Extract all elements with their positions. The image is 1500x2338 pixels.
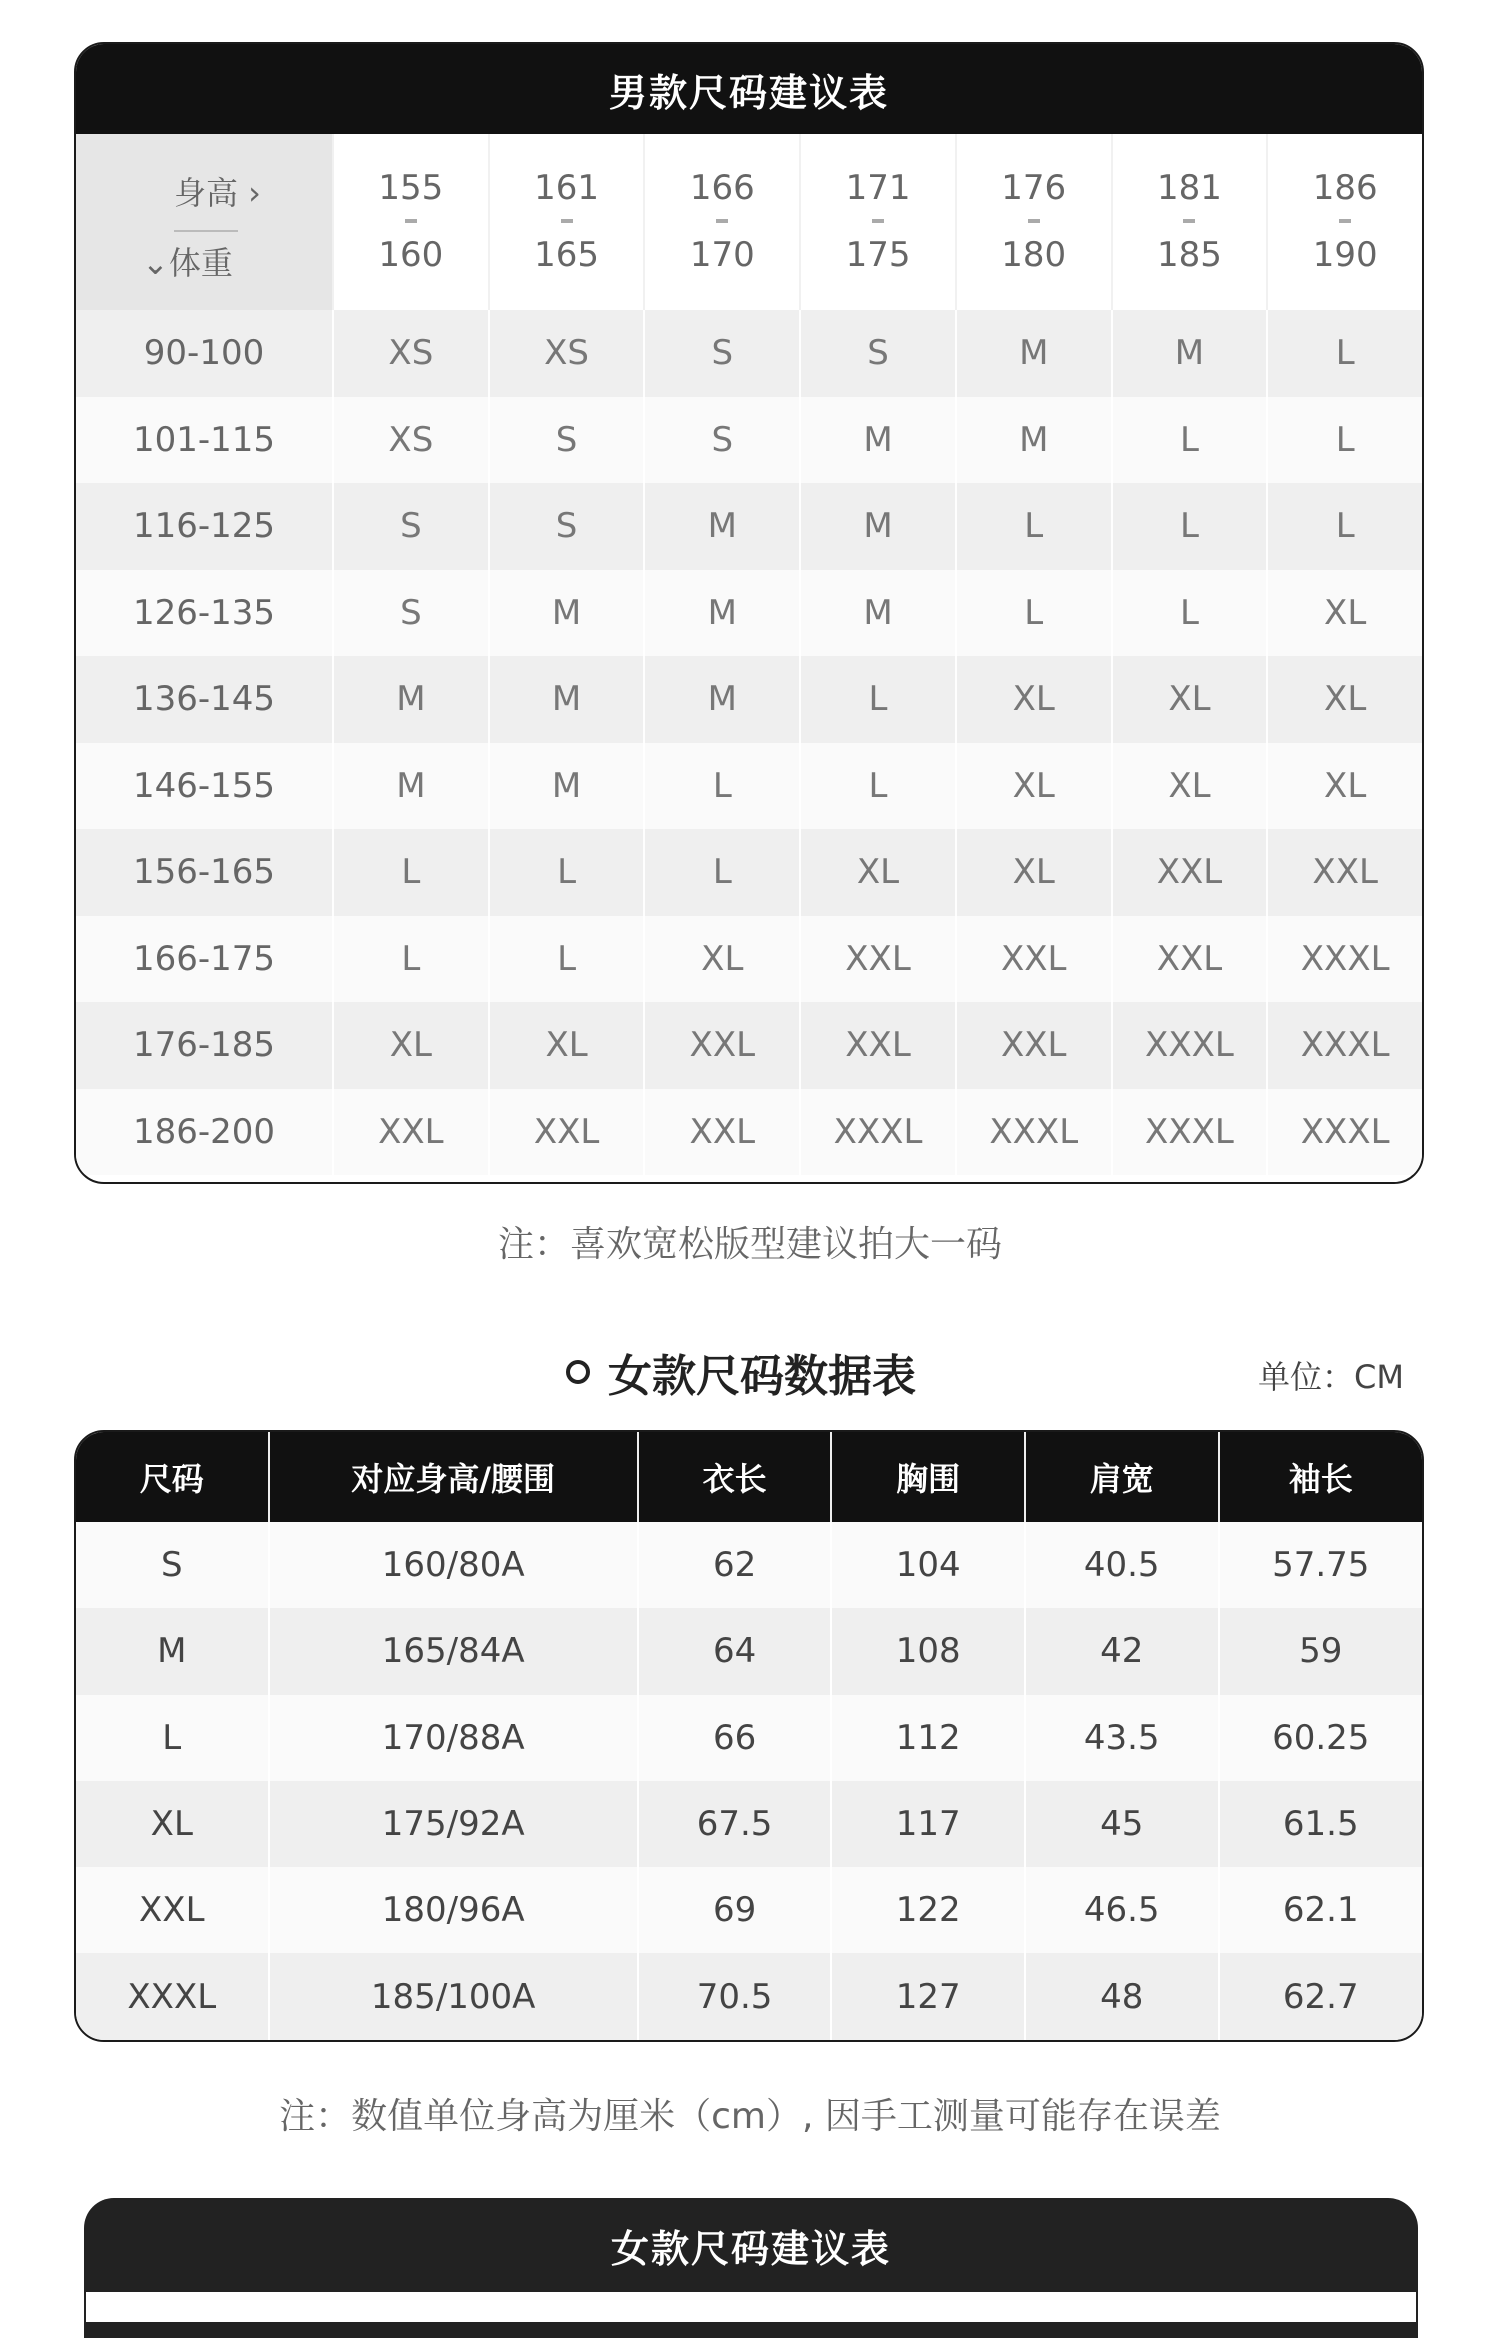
height-to: 190 (1312, 235, 1378, 275)
size-cell: XXL (643, 1089, 799, 1176)
table-cell: 127 (830, 1953, 1024, 2039)
women-table-body (76, 1522, 1422, 2040)
table-cell: 175/92A (268, 1781, 637, 1867)
size-cell: L (1266, 310, 1422, 397)
size-cell: XXL (1111, 916, 1267, 1003)
size-cell: L (799, 656, 955, 743)
range-dash (716, 219, 728, 223)
table-row (76, 397, 1422, 484)
table-row (76, 1867, 1422, 1953)
table-cell: 66 (637, 1695, 831, 1781)
men-table-body (76, 310, 1422, 1175)
size-cell: XXL (799, 916, 955, 1003)
women-data-title (566, 1340, 916, 1404)
size-cell: XL (643, 916, 799, 1003)
table-cell: 60.25 (1218, 1695, 1422, 1781)
table-row (76, 483, 1422, 570)
size-cell: XS (332, 310, 488, 397)
weight-range-cell: 136-145 (132, 679, 276, 720)
size-cell: XL (488, 1002, 644, 1089)
size-cell: XXL (332, 1089, 488, 1176)
size-cell: XXXL (799, 1089, 955, 1176)
height-to: 160 (378, 235, 444, 275)
column-header: 对应身高/腰围 (268, 1432, 637, 1522)
size-cell: M (799, 570, 955, 657)
size-cell: M (643, 570, 799, 657)
size-cell: S (488, 483, 644, 570)
size-cell: S (643, 397, 799, 484)
size-cell: L (1111, 570, 1267, 657)
table-row (76, 1002, 1422, 1089)
height-to: 175 (845, 235, 911, 275)
height-from: 166 (689, 167, 755, 208)
size-cell: XL (799, 829, 955, 916)
size-cell: S (488, 397, 644, 484)
table-row (76, 829, 1422, 916)
table-cell: XXL (139, 1890, 205, 1931)
range-dash (405, 219, 417, 223)
women-data-title-text: 女款尺码数据表 (608, 1351, 916, 1402)
size-cell: M (643, 483, 799, 570)
table-cell: 43.5 (1024, 1695, 1218, 1781)
height-range-header (1111, 134, 1267, 310)
range-dash (1183, 219, 1195, 223)
size-cell: M (488, 743, 644, 830)
height-from: 171 (845, 167, 911, 208)
table-cell: 59 (1218, 1608, 1422, 1694)
size-cell: S (799, 310, 955, 397)
table-row (76, 743, 1422, 830)
size-cell: L (332, 916, 488, 1003)
size-cell: XXL (1266, 829, 1422, 916)
table-cell: 122 (830, 1867, 1024, 1953)
size-cell: L (488, 916, 644, 1003)
range-dash (561, 219, 573, 223)
table-cell: 62 (637, 1522, 831, 1608)
size-cell: L (955, 483, 1111, 570)
size-cell: XXXL (1266, 916, 1422, 1003)
table-cell: 160/80A (268, 1522, 637, 1608)
column-header: 肩宽 (1024, 1432, 1218, 1522)
column-header: 胸围 (830, 1432, 1024, 1522)
men-table-grid (76, 134, 1422, 1175)
table-cell: 165/84A (268, 1608, 637, 1694)
size-cell: XXXL (1266, 1002, 1422, 1089)
size-cell: M (488, 656, 644, 743)
table-cell: 67.5 (637, 1781, 831, 1867)
table-cell: 45 (1024, 1781, 1218, 1867)
size-cell: M (955, 310, 1111, 397)
size-cell: XL (1266, 656, 1422, 743)
corner-cell (76, 134, 332, 310)
table-row (76, 656, 1422, 743)
table-row (76, 916, 1422, 1003)
table-cell: 170/88A (268, 1695, 637, 1781)
table-cell: 40.5 (1024, 1522, 1218, 1608)
size-cell: XL (955, 656, 1111, 743)
height-header-cells (332, 134, 1422, 310)
height-range-header (955, 134, 1111, 310)
women-table-header-row (76, 1432, 1422, 1522)
size-cell: XXL (643, 1002, 799, 1089)
table-row (76, 310, 1422, 397)
table-cell: XXXL (127, 1976, 217, 2017)
unit-label: 单位：CM (1258, 1358, 1404, 1396)
size-cell: L (1111, 483, 1267, 570)
table-row (76, 1695, 1422, 1781)
table-cell: S (160, 1545, 183, 1586)
women-size-data-table (74, 1430, 1424, 2042)
height-to: 185 (1157, 235, 1222, 275)
height-from: 155 (378, 167, 444, 208)
weight-range-cell: 90-100 (143, 333, 265, 374)
weight-axis-label: ⌄体重 (142, 244, 233, 282)
circle-bullet-icon (566, 1360, 590, 1384)
size-cell: XL (332, 1002, 488, 1089)
table-row (76, 570, 1422, 657)
women-table-note: 注：数值单位身高为厘米（cm）, 因手工测量可能存在误差 (279, 2096, 1221, 2137)
table-cell: 64 (637, 1608, 831, 1694)
height-range-header (643, 134, 799, 310)
women-suggest-body-start (86, 2292, 1416, 2322)
height-axis-label: 身高 › (174, 174, 261, 212)
weight-range-cell: 156-165 (132, 852, 276, 893)
size-cell: XXL (1111, 829, 1267, 916)
weight-range-cell: 101-115 (132, 419, 276, 460)
size-cell: XL (1266, 570, 1422, 657)
table-cell: 185/100A (268, 1953, 637, 2039)
table-cell: XL (150, 1804, 193, 1845)
height-range-header (1266, 134, 1422, 310)
size-cell: XL (955, 829, 1111, 916)
size-cell: XXL (799, 1002, 955, 1089)
weight-range-cell: 146-155 (132, 765, 276, 806)
corner-divider (174, 230, 238, 232)
height-range-header (332, 134, 488, 310)
table-row (76, 1608, 1422, 1694)
height-from: 186 (1312, 167, 1378, 208)
size-cell: XL (1111, 656, 1267, 743)
size-cell: XL (1111, 743, 1267, 830)
table-cell: 42 (1024, 1608, 1218, 1694)
column-header: 尺码 (139, 1460, 204, 1498)
size-cell: XXXL (1266, 1089, 1422, 1176)
table-cell: 70.5 (637, 1953, 831, 2039)
men-table-note: 注：喜欢宽松版型建议拍大一码 (497, 1224, 1002, 1265)
table-cell: 104 (830, 1522, 1024, 1608)
size-cell: XL (1266, 743, 1422, 830)
height-range-header (488, 134, 644, 310)
range-dash (872, 219, 884, 223)
weight-range-cell: 166-175 (132, 938, 276, 979)
weight-range-cell: 116-125 (132, 506, 276, 547)
size-cell: XS (332, 397, 488, 484)
size-cell: M (643, 656, 799, 743)
height-range-header (799, 134, 955, 310)
table-cell: 69 (637, 1867, 831, 1953)
table-cell: 57.75 (1218, 1522, 1422, 1608)
column-header: 袖长 (1218, 1432, 1422, 1522)
table-row (76, 1781, 1422, 1867)
height-from: 161 (534, 167, 600, 208)
size-cell: S (643, 310, 799, 397)
table-cell: 61.5 (1218, 1781, 1422, 1867)
table-row (76, 1522, 1422, 1608)
height-to: 180 (1001, 235, 1067, 275)
size-cell: M (799, 397, 955, 484)
range-dash (1028, 219, 1040, 223)
height-from: 176 (1001, 167, 1067, 208)
size-cell: M (1111, 310, 1267, 397)
men-table-title: 男款尺码建议表 (76, 44, 1422, 134)
table-cell: 108 (830, 1608, 1024, 1694)
weight-range-cell: 176-185 (132, 1025, 276, 1066)
size-cell: XXXL (1111, 1089, 1267, 1176)
table-cell: 117 (830, 1781, 1024, 1867)
size-cell: XS (488, 310, 644, 397)
table-cell: 62.7 (1218, 1953, 1422, 2039)
size-cell: L (643, 743, 799, 830)
size-cell: M (332, 656, 488, 743)
size-cell: L (643, 829, 799, 916)
weight-range-cell: 126-135 (132, 592, 276, 633)
size-cell: M (332, 743, 488, 830)
size-cell: XXL (955, 916, 1111, 1003)
table-cell: 62.1 (1218, 1867, 1422, 1953)
women-suggest-table (84, 2198, 1418, 2338)
table-cell: 48 (1024, 1953, 1218, 2039)
table-cell: 112 (830, 1695, 1024, 1781)
size-cell: XXL (955, 1002, 1111, 1089)
table-row (76, 1953, 1422, 2039)
size-cell: L (799, 743, 955, 830)
size-cell: XXXL (955, 1089, 1111, 1176)
height-to: 165 (534, 235, 600, 275)
height-from: 181 (1157, 167, 1222, 208)
size-cell: L (1266, 483, 1422, 570)
table-row (76, 1089, 1422, 1176)
range-dash (1339, 219, 1351, 223)
size-cell: XL (955, 743, 1111, 830)
column-header: 衣长 (637, 1432, 831, 1522)
table-cell: 180/96A (268, 1867, 637, 1953)
size-cell: M (955, 397, 1111, 484)
size-cell: L (1266, 397, 1422, 484)
size-cell: L (332, 829, 488, 916)
size-cell: L (1111, 397, 1267, 484)
size-cell: S (332, 570, 488, 657)
table-cell: L (162, 1717, 182, 1758)
size-cell: XXL (488, 1089, 644, 1176)
weight-range-cell: 186-200 (132, 1111, 276, 1152)
size-cell: XXXL (1111, 1002, 1267, 1089)
men-size-table (74, 42, 1424, 1184)
size-cell: L (488, 829, 644, 916)
women-suggest-title: 女款尺码建议表 (610, 2226, 891, 2271)
height-to: 170 (689, 235, 755, 275)
size-cell: L (955, 570, 1111, 657)
size-cell: M (488, 570, 644, 657)
size-cell: M (799, 483, 955, 570)
size-cell: S (332, 483, 488, 570)
table-cell: M (157, 1631, 187, 1672)
table-cell: 46.5 (1024, 1867, 1218, 1953)
men-table-header-row (76, 134, 1422, 310)
